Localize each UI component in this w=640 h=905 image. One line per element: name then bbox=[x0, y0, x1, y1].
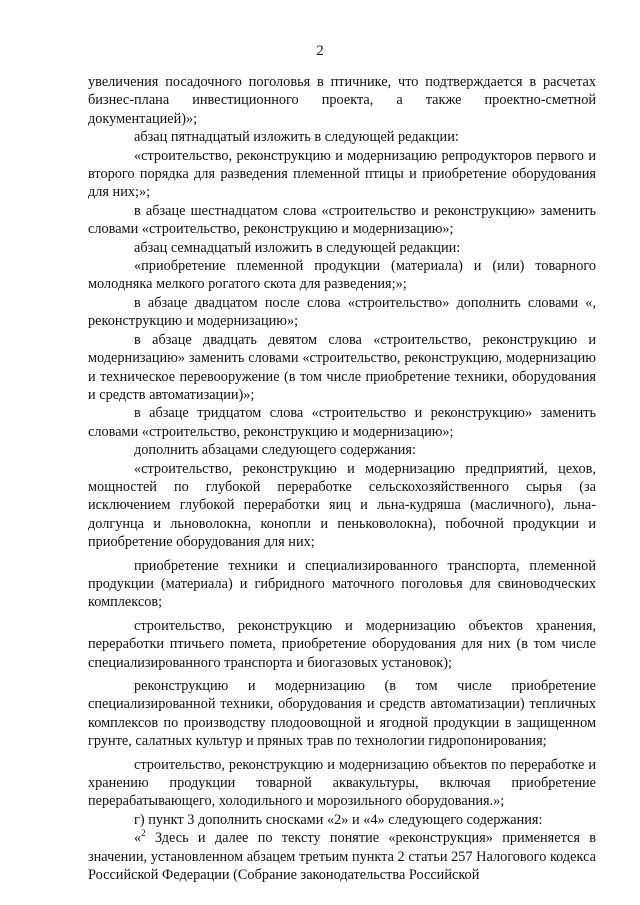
paragraph-quote: «строительство, реконструкцию и модернизацию предприятий, цехов, мощностей по глубокой переработке сельскохозяйственного сырья (за исключением глубокой переработки яиц и льна-кудряша (масличного), льна-долгунца и льноволокна, конопли и пеньковолокна), побочной продукции и приобретение оборудования для них; bbox=[88, 460, 596, 551]
footnote-marker: 2 bbox=[141, 828, 146, 839]
page-number: 2 bbox=[316, 43, 324, 59]
paragraph-instruction: абзац пятнадцатый изложить в следующей редакции: bbox=[134, 129, 459, 146]
paragraph-footnote bbox=[88, 829, 596, 884]
paragraph-quote: строительство, реконструкцию и модернизацию объектов хранения, переработки птичьего помета, приобретение оборудования для них (в том числе специализированного транспорта и биогазовых установок); bbox=[88, 617, 596, 671]
paragraph-quote: приобретение техники и специализированного транспорта, племенной продукции (материала) и гибридного маточного поголовья для свиноводческих комплексов; bbox=[88, 557, 596, 611]
paragraph-quote: реконструкцию и модернизацию (в том числе приобретение специализированной техники, оборудования и средств автоматизации) тепличных комплексов по производству плодоовощной и ягодной продукции в защищенном грунте, салатных культур и пряных трав по технологии гидропонирования; bbox=[88, 678, 596, 750]
footnote-open-quote: « bbox=[134, 830, 142, 847]
paragraph-instruction: в абзаце двадцатом после слова «строительство» дополнить словами «, реконструкцию и модернизацию»; bbox=[88, 294, 596, 330]
paragraph-quote: «строительство, реконструкцию и модернизацию репродукторов первого и второго порядка для разведения племенной птицы и приобретение оборудования для них;»; bbox=[88, 147, 596, 201]
footnote-text: Здесь и далее по тексту понятие «реконструкция» применяется в значении, установленном абзацем третьим пункта 2 статьи 257 Налогового кодекса Российской Федерации (Собрание законодательства Российской bbox=[88, 830, 596, 884]
paragraph-quote: строительство, реконструкцию и модернизацию объектов по переработке и хранению продукции товарной аквакультуры, включая приобретение перерабатывающего, холодильного и морозильного оборудования.»; bbox=[88, 756, 596, 810]
paragraph-quote: «приобретение племенной продукции (материала) и (или) товарного молодняка мелкого рогатого скота для разведения;»; bbox=[88, 258, 596, 293]
document-body bbox=[88, 73, 596, 884]
paragraph-instruction: абзац семнадцатый изложить в следующей редакции: bbox=[134, 239, 461, 256]
paragraph-instruction: в абзаце двадцать девятом слова «строительство, реконструкцию и модернизацию» заменить словами «строительство, реконструкцию, модернизацию и техническое перевооружение (в том числе приобретение техники, оборудования и средств автоматизации)»; bbox=[88, 331, 596, 403]
paragraph-instruction: дополнить абзацами следующего содержания: bbox=[134, 442, 416, 459]
paragraph-continuation: увеличения посадочного поголовья в птичнике, что подтверждается в расчетах бизнес-плана инвестиционного проекта, а также проектно-сметной документацией)»; bbox=[88, 74, 596, 127]
paragraph-instruction: г) пункт 3 дополнить сносками «2» и «4» следующего содержания: bbox=[134, 811, 543, 828]
paragraph-instruction: в абзаце шестнадцатом слова «строительство и реконструкцию» заменить словами «строительство, реконструкцию и модернизацию»; bbox=[88, 202, 596, 238]
paragraph-instruction: в абзаце тридцатом слова «строительство и реконструкцию» заменить словами «строительство, реконструкцию и модернизацию»; bbox=[88, 405, 596, 440]
